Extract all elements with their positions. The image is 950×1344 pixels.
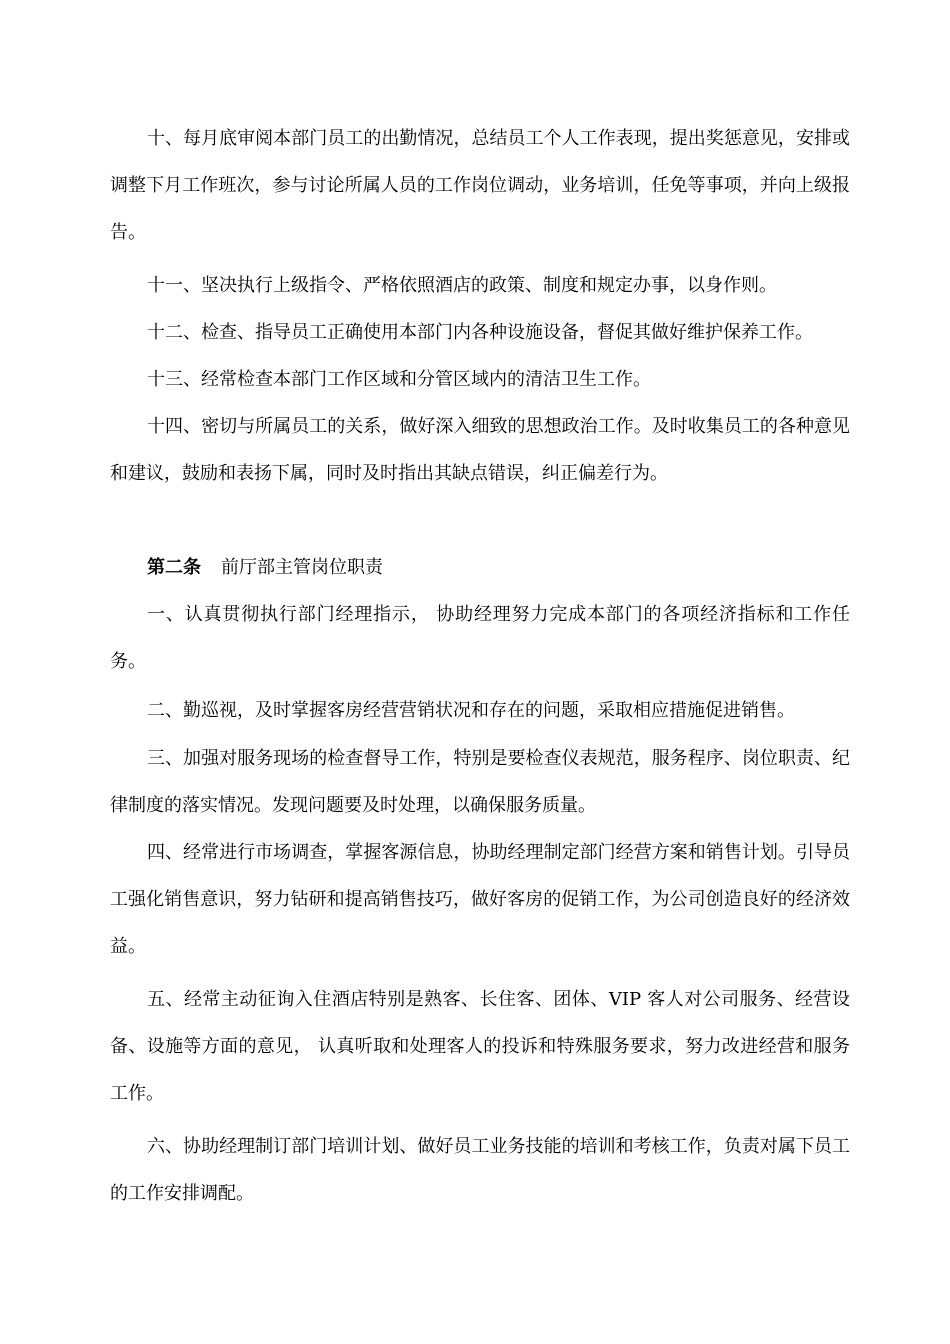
section-paragraph-3: 三、加强对服务现场的检查督导工作，特别是要检查仪表规范，服务程序、岗位职责、纪律制度的落实情况。发现问题要及时处理，以确保服务质量。 [110, 748, 850, 816]
paragraph-11: 十一、坚决执行上级指令、严格依照酒店的政策、制度和规定办事，以身作则。 [147, 275, 777, 296]
section-paragraph-4: 四、经常进行市场调查，掌握客源信息，协助经理制定部门经营方案和销售计划。引导员工强化销售意识，努力钻研和提高销售技巧，做好客房的促销工作，为公司创造良好的经济效益。 [110, 842, 850, 957]
paragraph-10: 十、每月底审阅本部门员工的出勤情况，总结员工个人工作表现，提出奖惩意见，安排或调整下月工作班次，参与讨论所属人员的工作岗位调动，业务培训，任免等事项，并向上级报告。 [110, 128, 850, 243]
section-number: 第二条 [147, 557, 201, 578]
paragraph-12: 十二、检查、指导员工正确使用本部门内各种设施设备，督促其做好维护保养工作。 [147, 322, 813, 343]
section-title: 前厅部主管岗位职责 [221, 557, 383, 578]
paragraph-13: 十三、经常检查本部门工作区域和分管区域内的清洁卫生工作。 [147, 369, 651, 390]
section-paragraph-6: 六、协助经理制订部门培训计划、做好员工业务技能的培训和考核工作，负责对属下员工的工作安排调配。 [110, 1136, 850, 1204]
section-heading [147, 544, 383, 591]
section-paragraph-1: 一、认真贯彻执行部门经理指示， 协助经理努力完成本部门的各项经济指标和工作任务。 [110, 604, 850, 672]
paragraph-14: 十四、密切与所属员工的关系，做好深入细致的思想政治工作。及时收集员工的各种意见和建议，鼓励和表扬下属，同时及时指出其缺点错误，纠正偏差行为。 [110, 416, 850, 484]
section-paragraph-2: 二、勤巡视，及时掌握客房经营营销状况和存在的问题，采取相应措施促进销售。 [147, 700, 795, 721]
section-paragraph-5: 五、经常主动征询入住酒店特别是熟客、长住客、团体、VIP 客人对公司服务、经营设备、设施等方面的意见， 认真听取和处理客人的投诉和特殊服务要求，努力改进经营和服务工作。 [110, 989, 850, 1104]
